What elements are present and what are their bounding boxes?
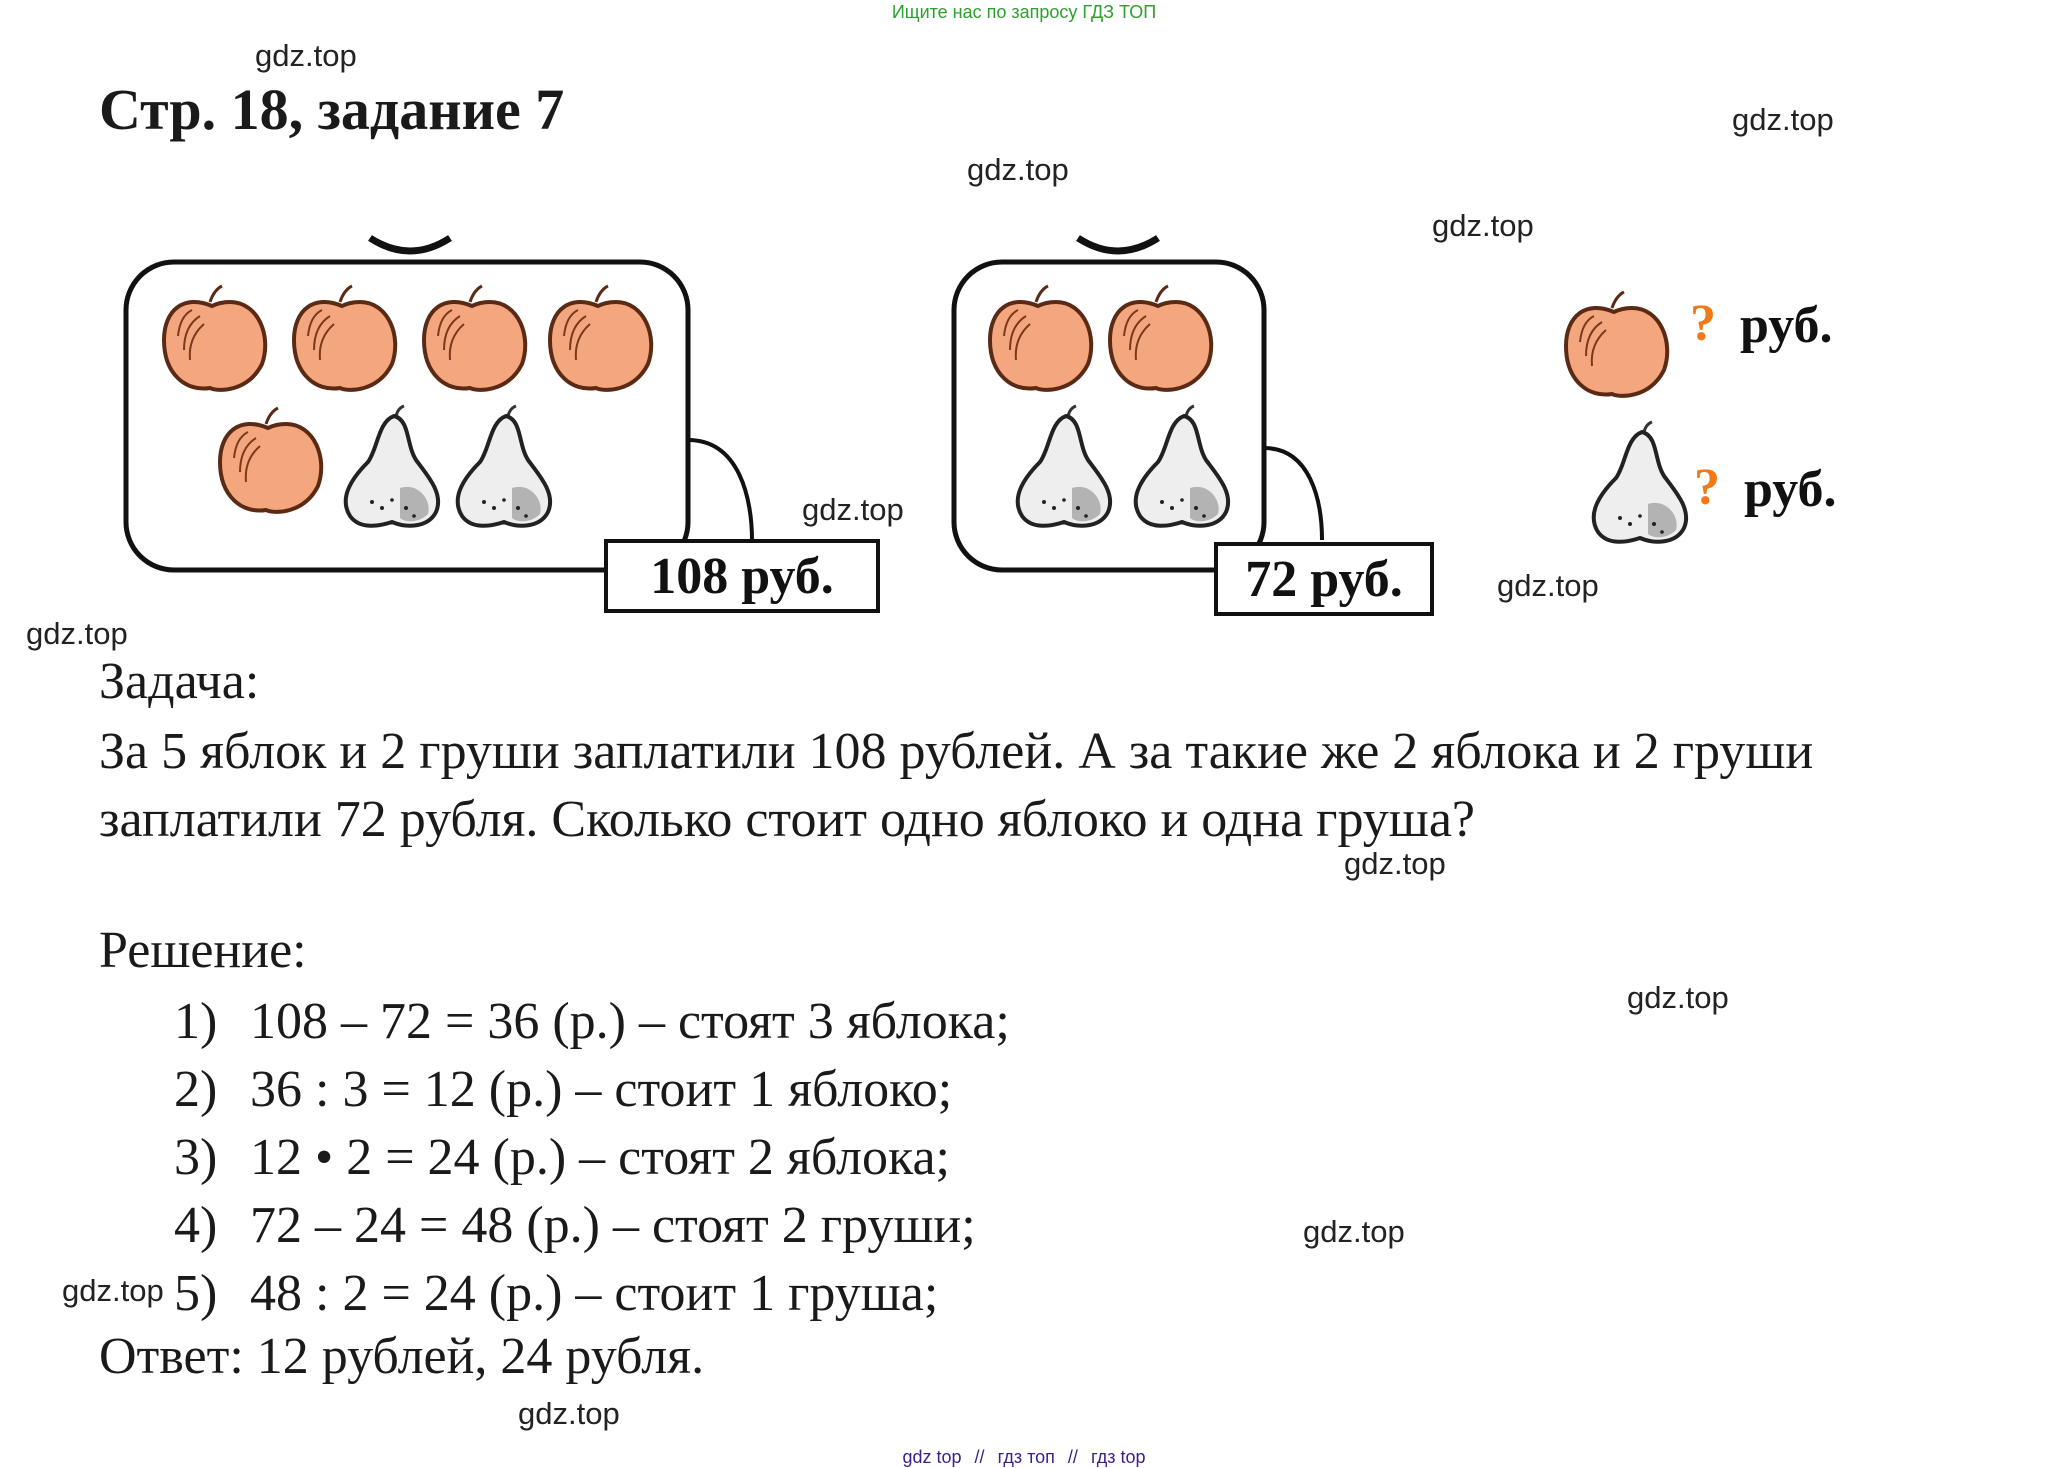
watermark: gdz.top	[967, 152, 1069, 187]
solution-step: 5) 48 : 2 = 24 (р.) – стоит 1 груша;	[174, 1265, 939, 1322]
fruit-illustration	[0, 0, 2048, 660]
watermark: gdz.top	[1732, 102, 1834, 137]
watermark: gdz.top	[1627, 980, 1729, 1015]
watermark: gdz.top	[1303, 1214, 1405, 1249]
bottom-links	[0, 1447, 2048, 1468]
task-heading: Задача:	[99, 653, 260, 710]
link-gdz-top[interactable]: gdz top	[902, 1447, 962, 1467]
bag-2-price: 72 руб.	[1245, 551, 1403, 608]
link-separator: //	[974, 1447, 985, 1467]
bag-handle-icon	[370, 238, 450, 251]
bag-handle-icon	[1078, 238, 1158, 251]
solution-step: 1) 108 – 72 = 36 (р.) – стоят 3 яблока;	[174, 993, 1010, 1050]
bag-1	[126, 238, 878, 611]
link-gdz-top-mixed[interactable]: гдз top	[1090, 1447, 1146, 1467]
watermark: gdz.top	[802, 492, 904, 527]
watermark: gdz.top	[26, 616, 128, 651]
watermark: gdz.top	[1432, 208, 1534, 243]
apple-price-unit: руб.	[1740, 297, 1833, 354]
bag-2	[954, 238, 1432, 614]
pear-price-unit: руб.	[1744, 461, 1837, 518]
solution-step: 3) 12 • 2 = 24 (р.) – стоят 2 яблока;	[174, 1129, 950, 1186]
watermark: gdz.top	[1497, 568, 1599, 603]
link-separator: //	[1067, 1447, 1078, 1467]
top-banner[interactable]: Ищите нас по запросу ГДЗ ТОП	[891, 2, 1157, 22]
watermark: gdz.top	[62, 1273, 164, 1308]
task-text: За 5 яблок и 2 груши заплатили 108 рублей. А за такие же 2 яблока и 2 груши заплатили 72 рубля. Сколько стоит одно яблоко и одна груша?	[99, 723, 1814, 848]
bag-1-price: 108 руб.	[650, 548, 834, 605]
pear-icon	[1594, 422, 1686, 542]
solution-heading: Решение:	[99, 922, 307, 979]
answer: Ответ: 12 рублей, 24 рубля.	[99, 1328, 705, 1385]
solution-steps	[174, 988, 1010, 1328]
apple-question-mark: ?	[1690, 295, 1716, 352]
apple-icon	[1566, 292, 1667, 396]
watermark: gdz.top	[255, 38, 357, 73]
page-title: Стр. 18, задание 7	[99, 77, 565, 142]
solution-step: 2) 36 : 3 = 12 (р.) – стоит 1 яблоко;	[174, 1061, 953, 1118]
solution-step: 4) 72 – 24 = 48 (р.) – стоят 2 груши;	[174, 1197, 976, 1254]
watermark: gdz.top	[1344, 846, 1446, 881]
watermark: gdz.top	[518, 1396, 620, 1431]
single-prices	[1566, 292, 1837, 542]
link-gdz-top-ru[interactable]: гдз топ	[997, 1447, 1055, 1467]
pear-question-mark: ?	[1694, 459, 1720, 516]
